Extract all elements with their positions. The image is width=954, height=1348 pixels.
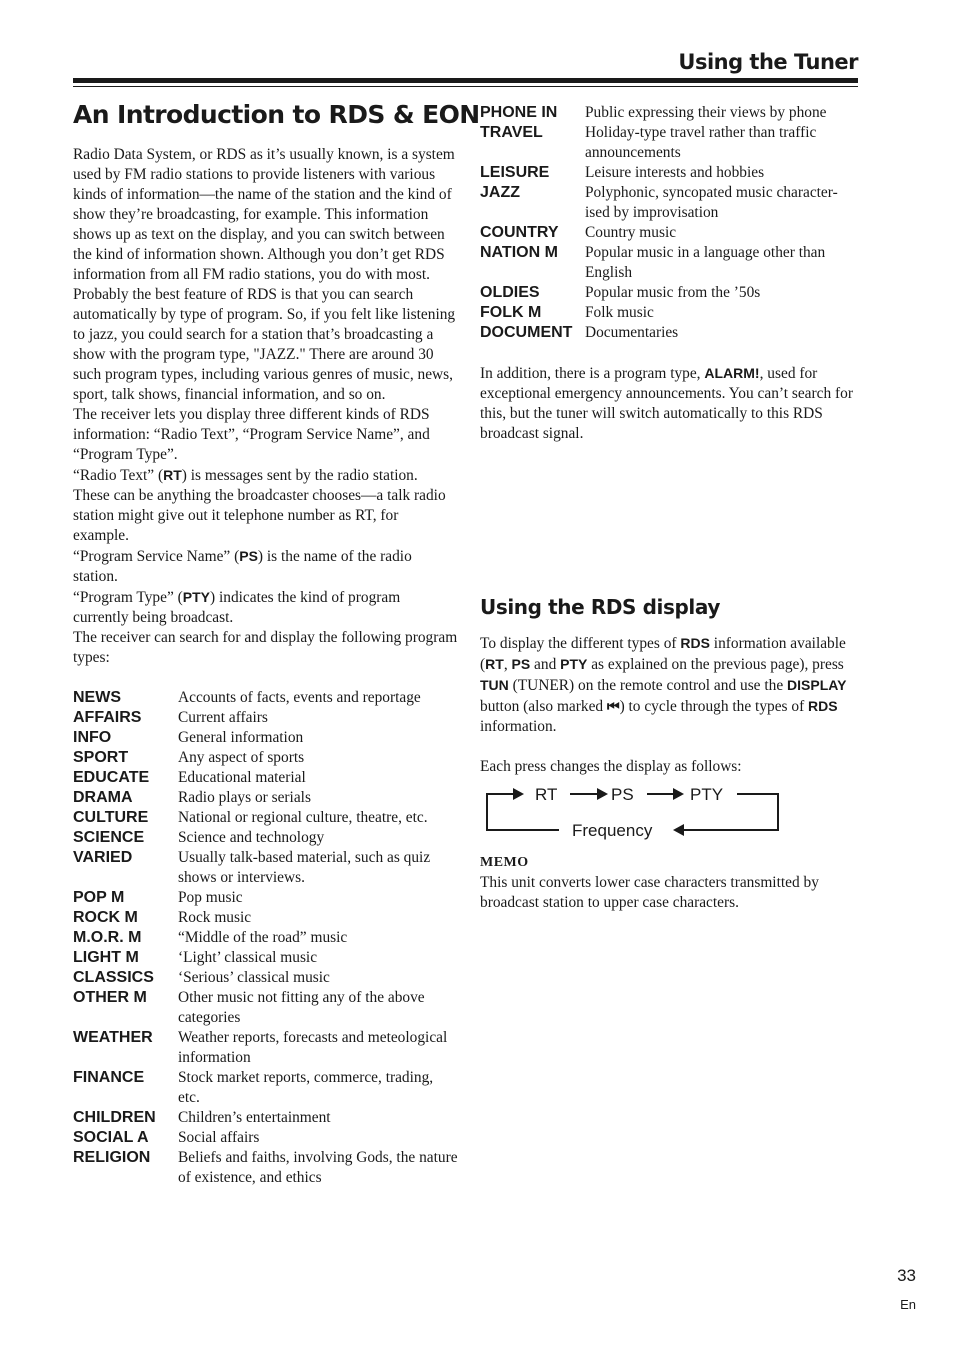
arrow-head-ps [597, 788, 608, 800]
program-type-desc: Social affairs [178, 1129, 260, 1146]
program-type-row [73, 1028, 458, 1068]
program-type-desc: Popular music in a language other than English [585, 244, 826, 281]
program-type-code: COUNTRY [480, 224, 559, 241]
intro-paragraph-3: The receiver lets you display three different kinds of RDS information: “Radio Text”, “Program Service Name”, and “Program Type”. [73, 406, 430, 463]
text-span: ) is the name of the radio station. [73, 548, 412, 585]
keyword-rt: RT [485, 656, 504, 672]
program-type-desc: Public expressing their views by phone [585, 104, 827, 121]
section-title: Using the Tuner [678, 50, 858, 74]
arrow-head-rt [513, 788, 524, 800]
cycle-label-ps: PS [611, 785, 634, 804]
program-type-desc: Educational material [178, 769, 306, 786]
program-type-desc: Popular music from the ’50s [585, 284, 761, 301]
keyword-pty: PTY [560, 656, 588, 672]
arrow-head-pty [673, 788, 684, 800]
program-type-row [480, 283, 860, 303]
program-type-row [73, 1148, 458, 1188]
program-type-code: OLDIES [480, 284, 540, 301]
program-type-code: LIGHT M [73, 949, 139, 966]
left-column [73, 145, 458, 1188]
text-span: “Program Type” ( [73, 589, 183, 606]
program-type-desc: Pop music [178, 889, 243, 906]
program-type-code: TRAVEL [480, 124, 543, 141]
rds-display-section [480, 633, 865, 777]
rds-display-instructions [480, 633, 865, 737]
keyword-rds: RDS [808, 698, 838, 714]
program-type-code: SCIENCE [73, 829, 145, 846]
cycle-label-pty: PTY [690, 785, 724, 804]
right-column [480, 103, 860, 444]
program-type-row [73, 888, 458, 908]
program-type-desc: Weather reports, forecasts and meteological information [178, 1029, 448, 1066]
program-type-row [73, 928, 458, 948]
program-type-code: JAZZ [480, 184, 520, 201]
each-press-text: Each press changes the display as follows: [480, 758, 742, 775]
program-type-row [73, 768, 458, 788]
keyword-rt: RT [163, 467, 182, 483]
program-type-row [73, 948, 458, 968]
intro-paragraph-program-type [73, 587, 458, 628]
page-number: 33 [897, 1266, 916, 1285]
program-type-code: SPORT [73, 749, 129, 766]
memo-title: MEMO [480, 855, 529, 870]
text-span: “Radio Text” ( [73, 467, 164, 484]
program-type-row [73, 1108, 458, 1128]
keyword-ps: PS [239, 548, 258, 564]
text-span: , [503, 656, 512, 673]
keyword-display: DISPLAY [787, 677, 847, 693]
program-type-desc: Radio plays or serials [178, 789, 311, 806]
program-type-row [480, 103, 860, 123]
text-span: information available ( [480, 635, 846, 673]
arrow-head-frequency [673, 824, 684, 836]
program-type-row [73, 828, 458, 848]
program-type-row [480, 123, 860, 163]
memo-section [480, 853, 865, 913]
program-type-desc: ‘Light’ classical music [178, 949, 318, 966]
alarm-paragraph [480, 363, 860, 444]
program-type-desc: Any aspect of sports [178, 749, 305, 766]
program-type-row [73, 708, 458, 728]
text-span: as explained on the previous page), press [587, 656, 844, 673]
program-type-row [73, 848, 458, 888]
program-type-desc: Current affairs [178, 709, 268, 726]
program-type-code: POP M [73, 889, 125, 906]
program-type-code: CHILDREN [73, 1109, 156, 1126]
program-type-row [480, 323, 860, 343]
program-type-row [480, 223, 860, 243]
program-types-table-left [73, 688, 458, 1188]
program-type-row [73, 988, 458, 1028]
text-span: “Program Service Name” ( [73, 548, 240, 565]
spacer [73, 668, 458, 688]
program-type-desc: “Middle of the road” music [178, 929, 348, 946]
program-type-row [73, 968, 458, 988]
intro-paragraph-2: Probably the best feature of RDS is that you can search automatically by type of program. So, if you felt like listening to jazz, you could search for a station that’s broadcasting a show with the program type, "JAZZ." There are around 30 such program types, including various genres of music, news, sport, talk shows, financial information, and so on. [73, 286, 456, 403]
program-type-code: NEWS [73, 689, 121, 706]
program-type-row [73, 748, 458, 768]
header-rule-thick [73, 78, 858, 83]
program-type-desc: Beliefs and faiths, involving Gods, the nature of existence, and ethics [178, 1149, 458, 1186]
program-type-desc: Documentaries [585, 324, 679, 341]
display-cycle-diagram [484, 780, 784, 840]
program-type-code: NATION M [480, 244, 558, 261]
spacer [480, 737, 865, 757]
program-type-code: EDUCATE [73, 769, 150, 786]
program-type-code: WEATHER [73, 1029, 153, 1046]
text-span: information. [480, 718, 557, 735]
program-type-row [480, 243, 860, 283]
cycle-label-frequency: Frequency [572, 821, 653, 840]
program-type-row [73, 728, 458, 748]
program-type-desc: Usually talk-based material, such as quiz shows or interviews. [178, 849, 431, 886]
program-type-code: RELIGION [73, 1149, 151, 1166]
keyword-rds: RDS [680, 635, 710, 651]
program-type-desc: Accounts of facts, events and reportage [178, 689, 421, 706]
text-span: To display the different types of [480, 635, 681, 652]
program-type-row [480, 163, 860, 183]
intro-paragraph-service-name [73, 546, 458, 587]
program-type-code: CLASSICS [73, 969, 154, 986]
program-type-code: VARIED [73, 849, 133, 866]
program-type-code: AFFAIRS [73, 709, 142, 726]
skip-back-icon: ⏮ [606, 698, 620, 714]
program-type-code: M.O.R. M [73, 929, 142, 946]
program-type-row [480, 303, 860, 323]
program-type-row [73, 908, 458, 928]
program-type-code: OTHER M [73, 989, 147, 1006]
program-type-code: CULTURE [73, 809, 149, 826]
program-type-code: FINANCE [73, 1069, 145, 1086]
program-type-desc: Rock music [178, 909, 252, 926]
program-type-code: ROCK M [73, 909, 138, 926]
program-type-row [73, 808, 458, 828]
program-type-code: SOCIAL A [73, 1129, 149, 1146]
program-type-desc: ‘Serious’ classical music [178, 969, 330, 986]
rds-display-heading: Using the RDS display [480, 595, 720, 619]
program-type-desc: Folk music [585, 304, 654, 321]
program-type-desc: Country music [585, 224, 677, 241]
text-span: and [530, 656, 561, 673]
intro-paragraph-radio-text [73, 465, 458, 546]
program-type-code: PHONE IN [480, 104, 558, 121]
intro-paragraph-search: The receiver can search for and display the following program types: [73, 629, 458, 666]
keyword-tun: TUN [480, 677, 509, 693]
program-type-desc: National or regional culture, theatre, etc. [178, 809, 428, 826]
language-code: En [900, 1297, 916, 1312]
cycle-label-rt: RT [535, 785, 558, 804]
program-type-row [480, 183, 860, 223]
program-type-row [73, 1128, 458, 1148]
program-type-row [73, 1068, 458, 1108]
program-type-code: DOCUMENT [480, 324, 573, 341]
spacer [480, 343, 860, 363]
text-span: ) is messages sent by the radio station. These can be anything the broadcaster chooses—a talk radio station might give out it telephone number as RT, for example. [73, 467, 446, 544]
program-type-desc: Children’s entertainment [178, 1109, 331, 1126]
program-type-desc: Holiday-type travel rather than traffic announcements [585, 124, 817, 161]
program-type-desc: Science and technology [178, 829, 325, 846]
keyword-pty: PTY [182, 589, 210, 605]
header-rule-thin [73, 86, 858, 87]
text-span: ) to cycle through the types of [619, 698, 809, 715]
program-type-desc: Polyphonic, syncopated music character-ised by improvisation [585, 184, 838, 221]
program-type-code: FOLK M [480, 304, 542, 321]
program-type-code: DRAMA [73, 789, 133, 806]
memo-text: This unit converts lower case characters transmitted by broadcast station to upper case characters. [480, 874, 819, 911]
program-type-desc: Other music not fitting any of the above categories [178, 989, 425, 1026]
program-type-desc: Leisure interests and hobbies [585, 164, 765, 181]
page-title: An Introduction to RDS & EON [73, 100, 480, 129]
keyword-ps: PS [511, 656, 531, 672]
program-type-code: INFO [73, 729, 112, 746]
keyword-alarm: ALARM! [704, 365, 760, 381]
program-type-row [73, 688, 458, 708]
text-span: , used for exceptional emergency announcements. You can’t search for this, but the tuner will switch automatically to this RDS broadcast signal. [480, 365, 853, 442]
program-type-code: LEISURE [480, 164, 550, 181]
intro-paragraph-1: Radio Data System, or RDS as it’s usually known, is a system used by FM radio stations to provide listeners with various kinds of information—the name of the station and the kind of show they’re broadcasting, for example. This information shows up as text on the display, and you can switch between the kind of information shown. Although you don’t get RDS information from all FM radio stations, you do with most. [73, 146, 455, 283]
text-span: (TUNER) on the remote control and use the [508, 677, 788, 694]
text-span: In addition, there is a program type, [480, 365, 705, 382]
text-span: button (also marked [480, 698, 607, 715]
program-types-table-right [480, 103, 860, 343]
program-type-desc: Stock market reports, commerce, trading, etc. [178, 1069, 434, 1106]
program-type-desc: General information [178, 729, 304, 746]
text-span: ) indicates the kind of program currently being broadcast. [73, 589, 401, 626]
program-type-row [73, 788, 458, 808]
